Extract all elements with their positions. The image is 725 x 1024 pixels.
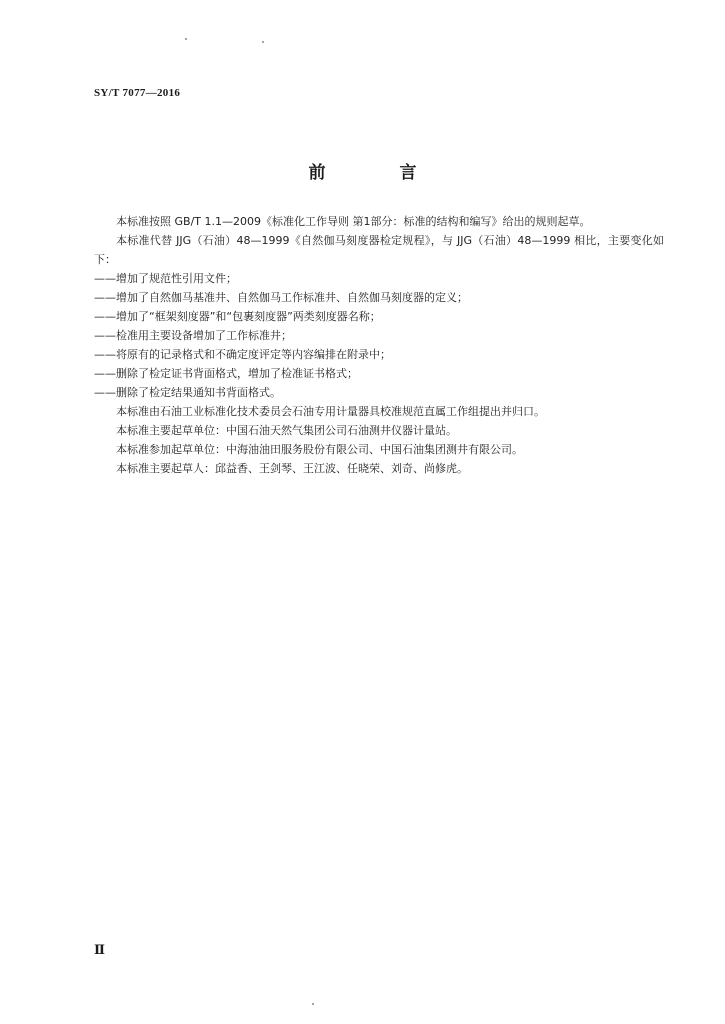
paragraph-proposer: 本标准由石油工业标准化技术委员会石油专用计量器具校准规范直属工作组提出并归口。 bbox=[116, 405, 545, 418]
change-item: ——增加了自然伽马基准井、自然伽马工作标准井、自然伽马刻度器的定义； bbox=[94, 291, 468, 304]
change-item: ——增加了“框架刻度器”和“包裹刻度器”两类刻度器名称； bbox=[94, 310, 381, 323]
page-number: Ⅱ bbox=[94, 942, 105, 957]
change-item: ——删除了检定证书背面格式，增加了检准证书格式； bbox=[94, 367, 358, 380]
foreword-body bbox=[94, 212, 664, 478]
paragraph-main-drafter-unit: 本标准主要起草单位：中国石油天然气集团公司石油测井仪器计量站。 bbox=[116, 424, 457, 437]
change-item: ——检准用主要设备增加了工作标准井； bbox=[94, 329, 292, 342]
paragraph-replacement: 本标准代替 JJG（石油）48—1999《自然伽马刻度器检定规程》，与 JJG（石油）48—1999 相比，主要变化如下： bbox=[94, 234, 664, 266]
scan-speck bbox=[185, 38, 187, 40]
paragraph-drafting-rule: 本标准按照 GB/T 1.1—2009《标准化工作导则 第1部分：标准的结构和编写》给出的规则起草。 bbox=[116, 215, 591, 228]
change-item: ——将原有的记录格式和不确定度评定等内容编排在附录中； bbox=[94, 348, 391, 361]
change-item: ——删除了检定结果通知书背面格式。 bbox=[94, 386, 281, 399]
standard-code: SY/T 7077—2016 bbox=[94, 87, 181, 99]
paragraph-drafters: 本标准主要起草人：邱益香、王剑琴、王江波、任晓荣、刘奇、尚修虎。 bbox=[116, 462, 468, 475]
page-title: 前 言 bbox=[308, 163, 451, 183]
scan-speck bbox=[262, 41, 264, 43]
change-item: ——增加了规范性引用文件； bbox=[94, 272, 237, 285]
paragraph-participating-units: 本标准参加起草单位：中海油油田服务股份有限公司、中国石油集团测井有限公司。 bbox=[116, 443, 523, 456]
scan-speck bbox=[312, 1003, 314, 1005]
